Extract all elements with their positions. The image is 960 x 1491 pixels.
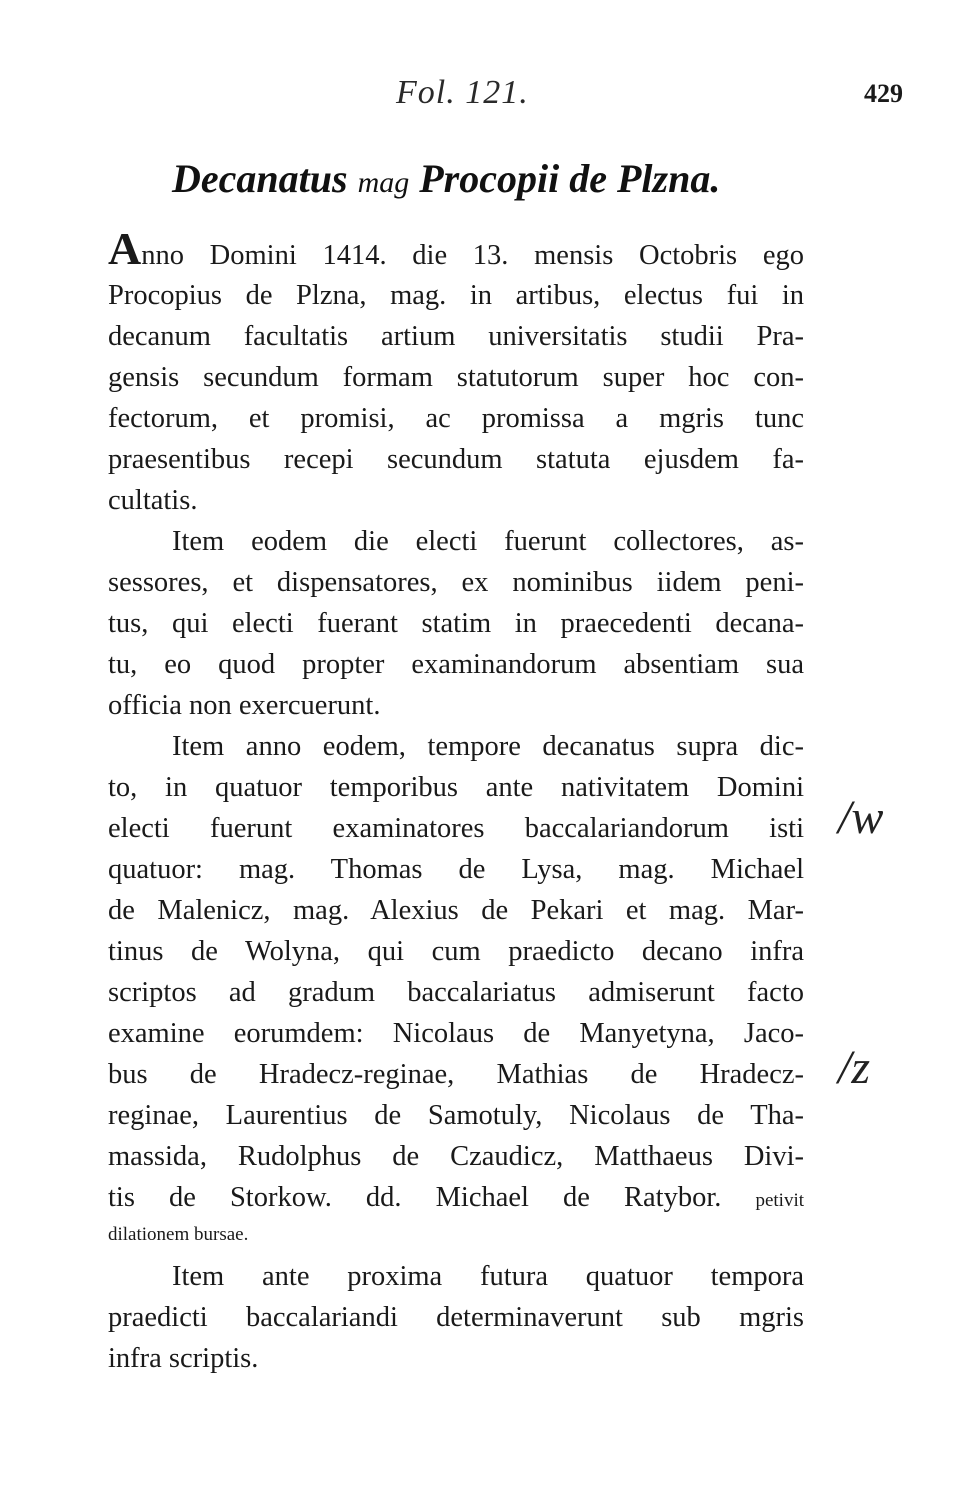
text-line: electi fuerunt examinatores baccalariandorum isti (108, 813, 804, 844)
margin-note: /w (838, 791, 884, 844)
text-line: infra scriptis. (108, 1343, 259, 1374)
text-line: tu, eo quod propter examinandorum absentiam sua (108, 649, 804, 680)
folio-note: Fol. 121. (396, 74, 529, 111)
text-line: Procopius de Plzna, mag. in artibus, electus fui in (108, 280, 804, 311)
text-line: massida, Rudolphus de Czaudicz, Matthaeus Divi- (108, 1141, 804, 1172)
text-line: officia non exercuerunt. (108, 690, 381, 721)
text-line: sessores, et dispensatores, ex nominibus iidem peni- (108, 567, 804, 598)
page-number: 429 (864, 79, 903, 108)
text-line: to, in quatuor temporibus ante nativitatem Domini (108, 772, 804, 803)
text-line: Item anno eodem, tempore decanatus supra dic- (172, 731, 804, 762)
text-line: fectorum, et promisi, ac promissa a mgris tunc (108, 403, 804, 434)
text-line: tis de Storkow. dd. Michael de Ratybor. petivit (108, 1182, 805, 1213)
text-line: praedicti baccalariandi determinaverunt sub mgris (108, 1302, 804, 1333)
text-line: quatuor: mag. Thomas de Lysa, mag. Michael (108, 854, 804, 885)
text-line: decanum facultatis artium universitatis studii Pra- (108, 321, 804, 352)
text-line: bus de Hradecz-reginae, Mathias de Hradecz- (108, 1059, 804, 1090)
text-line: Anno Domini 1414. die 13. mensis Octobris ego (108, 223, 804, 274)
section-heading (172, 155, 720, 202)
text-line: tinus de Wolyna, qui cum praedicto decano infra (108, 936, 804, 967)
text-line: tus, qui electi fuerant statim in praecedenti decana- (108, 608, 804, 639)
line-tail: petivit (755, 1190, 805, 1211)
text-line: Item ante proxima futura quatuor tempora (172, 1261, 804, 1292)
heading-word: Decanatus (172, 156, 348, 201)
text-line: gensis secundum formam statutorum super hoc con- (108, 362, 804, 393)
text-line: reginae, Laurentius de Samotuly, Nicolaus de Tha- (108, 1100, 804, 1131)
text-line: praesentibus recepi secundum statuta ejusdem fa- (108, 444, 804, 475)
heading-name: Procopii de Plzna. (419, 156, 721, 201)
body-text (108, 223, 805, 1379)
text-line: de Malenicz, mag. Alexius de Pekari et mag. Mar- (108, 895, 804, 926)
text-line: dilationem bursae. (108, 1224, 249, 1245)
text-line: cultatis. (108, 485, 198, 516)
text-line: examine eorumdem: Nicolaus de Manyetyna, Jaco- (108, 1018, 804, 1049)
heading-abbr: mag (357, 166, 410, 199)
text-line: Item eodem die electi fuerunt collectores, as- (172, 526, 804, 557)
text-line: scriptos ad gradum baccalariatus admiserunt facto (108, 977, 804, 1008)
margin-note: /z (838, 1041, 871, 1094)
drop-cap: A (108, 223, 142, 274)
